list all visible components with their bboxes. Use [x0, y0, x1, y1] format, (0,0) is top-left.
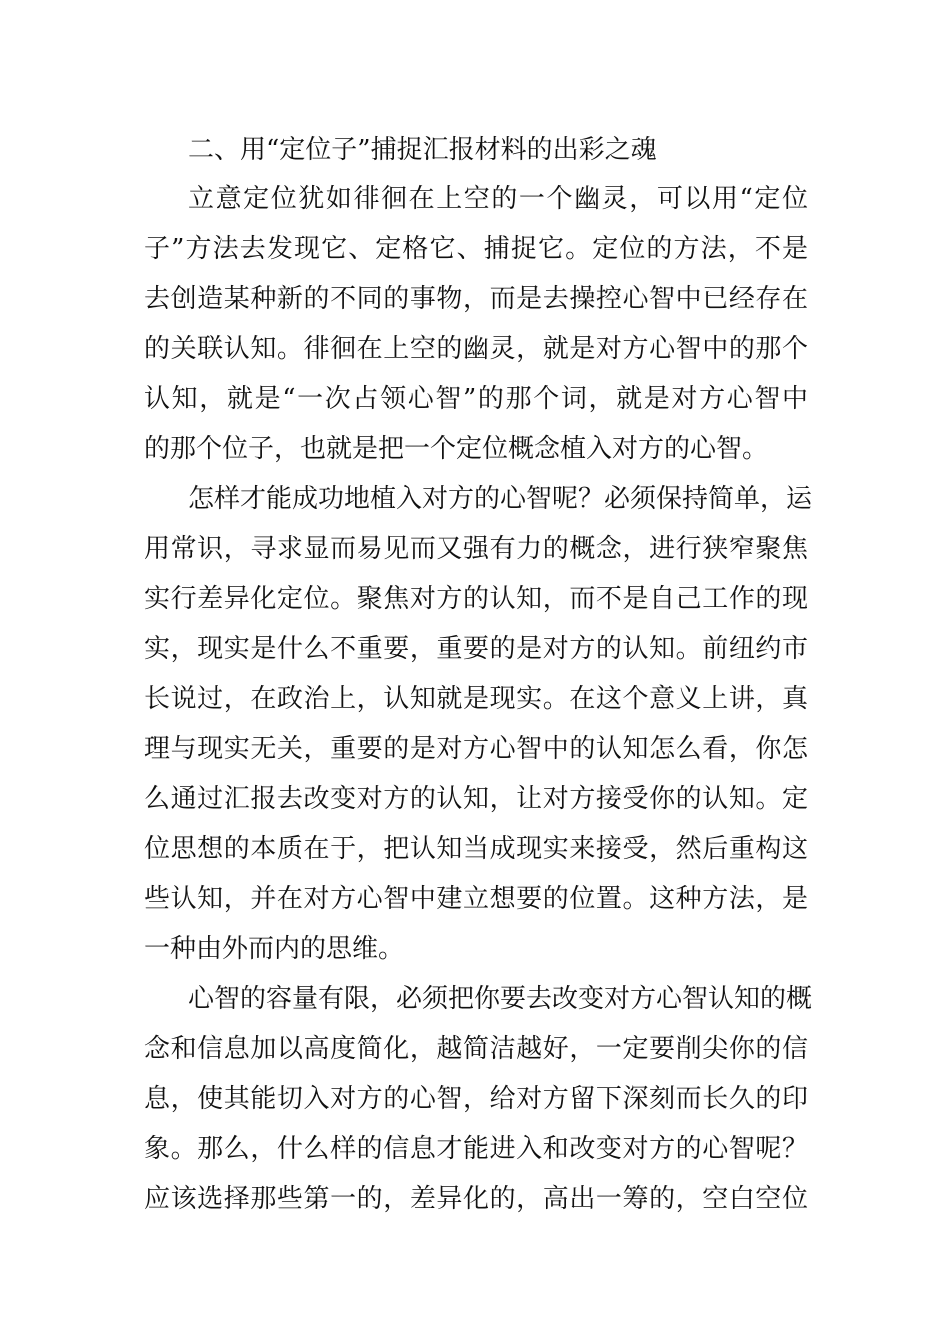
paragraph-2-line-7: 么通过汇报去改变对方的认知，让对方接受你的认知。定 [144, 784, 808, 814]
paragraph-1-line-4: 的关联认知。徘徊在上空的幽灵，就是对方心智中的那个 [144, 334, 808, 364]
paragraph-1-line-5: 认知，就是“一次占领心智”的那个词，就是对方心智中 [144, 384, 808, 414]
paragraph-1-line-3: 去创造某种新的不同的事物，而是去操控心智中已经存在 [144, 284, 808, 314]
paragraph-3-line-3: 息，使其能切入对方的心智，给对方留下深刻而长久的印 [144, 1084, 808, 1114]
paragraph-2-line-3: 实行差异化定位。聚焦对方的认知，而不是自己工作的现 [144, 584, 808, 614]
paragraph-2-line-4: 实，现实是什么不重要，重要的是对方的认知。前纽约市 [144, 634, 808, 664]
paragraph-3-line-1: 心智的容量有限，必须把你要去改变对方心智认知的概 [188, 984, 813, 1014]
paragraph-1-line-6: 的那个位子，也就是把一个定位概念植入对方的心智。 [144, 434, 769, 464]
paragraph-1-line-1: 立意定位犹如徘徊在上空的一个幽灵，可以用“定位 [188, 184, 808, 214]
section-heading: 二、用“定位子”捕捉汇报材料的出彩之魂 [188, 135, 657, 165]
paragraph-3-line-2: 念和信息加以高度简化，越简洁越好，一定要削尖你的信 [144, 1034, 808, 1064]
paragraph-3-line-4: 象。那么，什么样的信息才能进入和改变对方的心智呢？ [144, 1134, 808, 1164]
paragraph-2-line-8: 位思想的本质在于，把认知当成现实来接受，然后重构这 [144, 834, 808, 864]
paragraph-1-line-2: 子”方法去发现它、定格它、捕捉它。定位的方法，不是 [144, 234, 808, 264]
paragraph-2-line-5: 长说过，在政治上，认知就是现实。在这个意义上讲，真 [144, 684, 808, 714]
paragraph-3-line-5: 应该选择那些第一的，差异化的，高出一筹的，空白空位 [144, 1184, 808, 1214]
paragraph-2-line-6: 理与现实无关，重要的是对方心智中的认知怎么看，你怎 [144, 734, 808, 764]
paragraph-2-line-10: 一种由外而内的思维。 [144, 934, 405, 964]
paragraph-2-line-2: 用常识，寻求显而易见而又强有力的概念，进行狭窄聚焦 [144, 534, 808, 564]
paragraph-2-line-1: 怎样才能成功地植入对方的心智呢？必须保持简单，运 [188, 484, 813, 514]
paragraph-2-line-9: 些认知，并在对方心智中建立想要的位置。这种方法，是 [144, 884, 808, 914]
